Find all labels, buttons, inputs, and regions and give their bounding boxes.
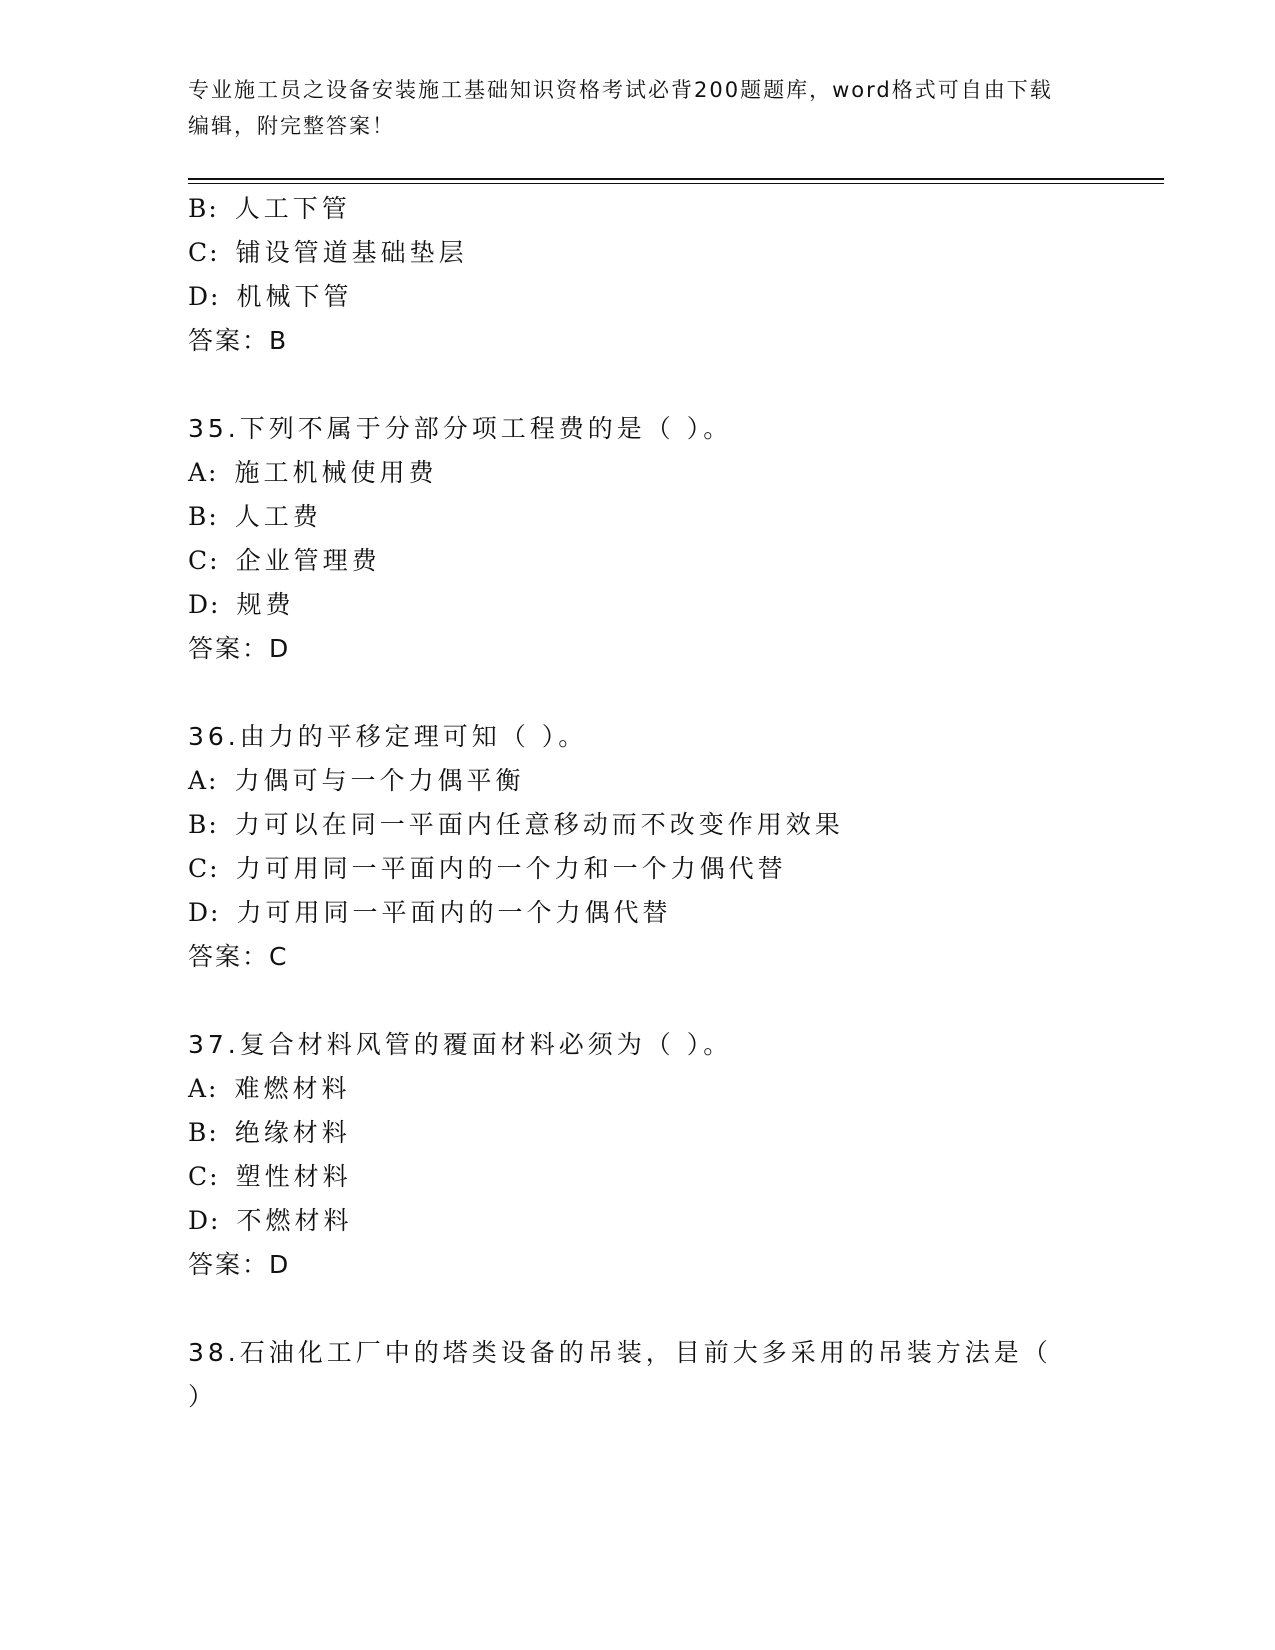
option-letter: B: <box>188 502 219 531</box>
option-text: 规费 <box>236 590 295 619</box>
option-line <box>188 1073 351 1105</box>
header-divider-thick <box>188 178 1164 180</box>
option-line <box>188 281 352 313</box>
option-text: 铺设管道基础垫层 <box>235 238 468 267</box>
option-text: 施工机械使用费 <box>234 458 438 487</box>
option-letter: D: <box>188 282 221 311</box>
option-line <box>188 193 351 225</box>
option-letter: B: <box>188 194 219 223</box>
option-text: 企业管理费 <box>235 546 381 575</box>
option-letter: C: <box>188 238 220 267</box>
option-text: 绝缘材料 <box>234 1118 351 1147</box>
option-text: 力可用同一平面内的一个力偶代替 <box>236 898 672 927</box>
option-line <box>188 589 294 621</box>
answer-line: 答案：D <box>188 634 291 663</box>
header-divider-thin <box>188 183 1164 184</box>
option-text: 人工费 <box>234 502 322 531</box>
option-text: 力可用同一平面内的一个力和一个力偶代替 <box>235 854 787 883</box>
option-text: 人工下管 <box>234 194 351 223</box>
option-text: 塑性材料 <box>235 1162 352 1191</box>
answer-line: 答案：C <box>188 942 289 971</box>
option-text: 力可以在同一平面内任意移动而不改变作用效果 <box>234 810 844 839</box>
option-line <box>188 809 844 841</box>
option-line <box>188 765 525 797</box>
answer-line: 答案：B <box>188 326 289 355</box>
question-stem: 38.石油化工厂中的塔类设备的吊装，目前大多采用的吊装方法是（ <box>188 1338 1052 1367</box>
option-line <box>188 501 322 533</box>
option-line <box>188 1117 351 1149</box>
answer-line: 答案：D <box>188 1250 291 1279</box>
question-stem-continuation: ） <box>188 1382 218 1411</box>
option-letter: C: <box>188 1162 220 1191</box>
question-stem: 37.复合材料风管的覆面材料必须为（ ）。 <box>188 1030 733 1059</box>
option-text: 不燃材料 <box>236 1206 353 1235</box>
option-letter: A: <box>188 1074 219 1103</box>
option-line <box>188 853 787 885</box>
option-line <box>188 1161 352 1193</box>
option-letter: D: <box>188 590 221 619</box>
option-letter: B: <box>188 810 219 839</box>
question-stem: 36.由力的平移定理可知（ ）。 <box>188 722 588 751</box>
option-line <box>188 237 468 269</box>
option-line <box>188 897 671 929</box>
document-header: 专业施工员之设备安装施工基础知识资格考试必背200题题库，word格式可自由下载编辑，附完整答案！ <box>188 78 1053 138</box>
option-text: 难燃材料 <box>234 1074 351 1103</box>
question-stem: 35.下列不属于分部分项工程费的是（ ）。 <box>188 414 733 443</box>
option-line <box>188 1205 352 1237</box>
option-text: 机械下管 <box>236 282 353 311</box>
option-letter: C: <box>188 854 220 883</box>
option-text: 力偶可与一个力偶平衡 <box>234 766 525 795</box>
option-letter: A: <box>188 458 219 487</box>
option-letter: D: <box>188 898 221 927</box>
option-letter: B: <box>188 1118 219 1147</box>
option-line <box>188 457 438 489</box>
option-letter: D: <box>188 1206 221 1235</box>
option-letter: A: <box>188 766 219 795</box>
option-letter: C: <box>188 546 220 575</box>
option-line <box>188 545 381 577</box>
